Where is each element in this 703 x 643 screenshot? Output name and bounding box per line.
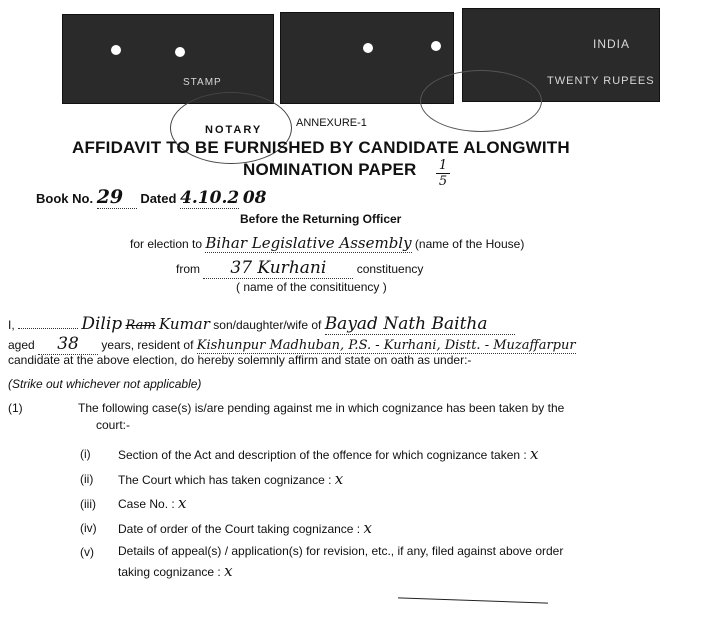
house-value: Bihar Legislative Assembly [205,234,412,252]
item-5-num: (v) [80,545,94,559]
item-1-num: (i) [80,447,91,461]
declarant-line1 [8,314,515,335]
page-title-line2: NOMINATION PAPER [243,160,417,179]
fraction-numerator: 1 [438,158,448,173]
stamp-text-india: INDIA [593,37,631,51]
signature-stroke [398,597,548,603]
constituency-label: constituency [356,262,424,276]
item-5-text: Details of appeal(s) / application(s) for revision, etc., if any, filed against above order [118,544,564,558]
notary-label: NOTARY [205,124,263,136]
declarant-name-rest: Kumar [159,315,210,333]
fraction-denominator: 5 [438,174,448,189]
section1-text-line2: court:- [96,418,131,432]
item-2-num: (ii) [80,472,94,486]
item-3-num: (iii) [80,497,96,511]
declarant-name: Dilip [81,314,123,334]
parent-name: Bayad Nath Baitha [325,314,515,335]
resident-label: years, resident of [101,338,194,352]
book-number: 29 [97,186,137,209]
item-4-text: Date of order of the Court taking cognizance : x [118,519,372,537]
item-5-text2: taking cognizance : x [118,562,233,580]
date-label: Dated [140,191,177,206]
declarant-name-struck: Ram [125,318,156,333]
item-2-text: The Court which has taken cognizance : x [118,470,344,488]
declaration-text: candidate at the above election, do hereby solemnly affirm and state on oath as under:- [8,353,472,367]
fraction [436,158,450,189]
date-year: 08 [242,188,267,208]
from-label: from [176,262,200,276]
relation-label: son/daughter/wife of [213,318,322,332]
item-1-text: Section of the Act and description of the offence for which cognizance taken : x [118,445,539,463]
address-value: Kishunpur Madhuban, P.S. - Kurhani, Distt. - Muzaffarpur [196,338,576,353]
section1-text-line1: The following case(s) is/are pending against me in which cognizance has been taken by the [78,401,565,415]
book-label: Book No. [36,191,94,206]
item-2-mark: x [334,470,344,488]
i-label: I, [8,318,15,332]
stamp-text-value: TWENTY RUPEES [547,75,655,87]
before-returning-officer: Before the Returning Officer [240,212,402,226]
stamp-paper-left [62,14,274,104]
strike-note: (Strike out whichever not applicable) [8,377,202,391]
constituency-note: ( name of the consitituency ) [236,280,387,294]
election-line [130,234,524,253]
section1-number: (1) [8,401,23,415]
book-line [36,186,267,209]
annexure-seal [420,70,542,132]
constituency-line [176,258,423,279]
item-4-mark: x [363,519,372,537]
item-1-mark: x [530,445,539,463]
item-5-mark: x [224,562,233,580]
item-3-mark: x [178,494,187,512]
annexure-label: ANNEXURE-1 [296,117,367,129]
house-suffix: (name of the House) [414,237,525,251]
election-label: for election to [130,237,203,251]
item-4-num: (iv) [80,521,97,535]
page-title-line1: AFFIDAVIT TO BE FURNISHED BY CANDIDATE ALONGWITH [72,138,570,157]
age-value: 38 [38,334,98,355]
constituency-value: 37 Kurhani [203,258,353,279]
date-value: 4.10.2 [180,188,240,208]
item-3-text: Case No. : x [118,494,187,512]
stamp-text-left: STAMP [183,77,222,88]
aged-label: aged [8,338,35,352]
declarant-line2 [8,334,576,355]
